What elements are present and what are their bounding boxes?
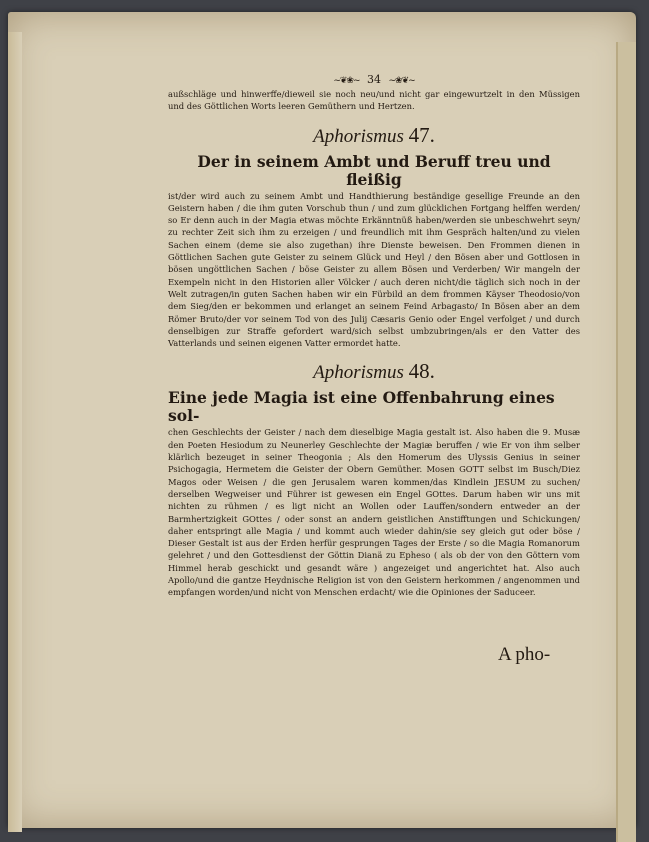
ornament-right: ~❀❦~ bbox=[388, 76, 415, 86]
aphorism-47-title bbox=[168, 123, 580, 149]
page-header bbox=[168, 72, 580, 88]
ornament-left: ~❦❀~ bbox=[333, 76, 360, 86]
page-number: 34 bbox=[367, 73, 381, 86]
aphorism-47-title-word: Aphorismus bbox=[313, 125, 404, 147]
aphorism-48-text: chen Geschlechts der Geister / nach dem dieselbige Magia gestalt ist. Also haben die 9. Musæ den Poeten Hesiodum zu Neunerley Geschlechte der Magiæ beruffen / wie Er von ihm selber klärlich bezeuget in seiner Theogonia ; Als den Homerum des Ulyssis Genius in seiner Psichogagia, Hermetem die Geister der Obern Gemüther. Mosen GOTT selbst im Busch/Diez Magos oder Weisen / die gen Jerusalem waren kommen/das Kindlein JESUM zu suchen/ derselben Wegweiser und Führer ist gewesen ein Engel GOttes. Darum haben wir uns mit nichten zu rühmen / es ligt nicht an Wollen oder Lauffen/sondern entweder an der Barmhertzigkeit GOttes / oder sonst an andern geistlichen Anstifftungen und Schickungen/ daher entspringt alle Magia / und kommt auch wieder dahin/sie sey gleich gut oder böse / Dieser Gestalt ist aus der Erden herfür gesprungen Tages der Erste / so die Magia Romanorum gelehret / und den Gottesdienst der Göttin Dianä zu Epheso ( als ob der von den Göttern vom Himmel herab geschickt und gesandt wäre ) angezeiget und angerichtet hat. Also auch Apollo/und die gantze Heydnische Religion ist von den Geistern herkommen / angenommen und empfangen worden/und nicht von Menschen erdacht/ wie die Opiniones der Saduceer. bbox=[168, 427, 580, 598]
aphorism-48-title-word: Aphorismus bbox=[313, 362, 404, 384]
intro-paragraph: außschläge und hinwerffe/dieweil sie noch neu/und nicht gar eingewurtzelt in den Müssigen und des Göttlichen Worts leeren Gemüthern und Hertzen. bbox=[168, 89, 580, 112]
aphorism-48-number: 48. bbox=[408, 359, 435, 384]
next-page-edge bbox=[616, 42, 636, 842]
aphorism-47-heading: Der in seinem Ambt und Beruff treu und fleißig bbox=[197, 151, 551, 189]
aphorism-47-number: 47. bbox=[408, 122, 435, 147]
book-page bbox=[8, 12, 636, 828]
page-content bbox=[168, 72, 580, 599]
aphorism-48-title bbox=[168, 359, 580, 385]
aphorism-47-text: ist/der wird auch zu seinem Ambt und Handthierung beständige gesellige Freunde an den Geistern haben / die ihm guten Vorschub thun / und zum glücklichen Fortgang helffen werden/ so Er denn auch in der Magia etwas möchte Erkänntnüß haben/werden sie unbeschwehrt seyn/ zu rechter Zeit sich ihm zu erzeigen / und freundlich mit ihm Gespräch halten/und zu vielen Sachen einem (deme sie also zugethan) ihre Dienste beweisen. Den Frommen dienen in Göttlichen Sachen gute Geister zu seinem Glück und Heyl / den Bösen aber und Gottlosen in bösen ungöttlichen Sachen / böse Geister zu allem Bösen und Verderben/ Wir mangeln der Exempeln nicht in den Historien aller Völcker / auch deren nicht/die täglich sich noch in der Welt zutragen/in guten Sachen haben wir ein Fürbild an dem frommen Käyser Theodosio/von dem Sieg/den er bekommen und erlanget an seinem Feind Arbagasto/ In Bösen aber an dem Römer Bruto/der vor seinem Tod von des Julij Cæsaris Genio oder Engel verfolget / und durch denselbigen zur Straffe gefordert ward/sich selbst umbzubringen/als er den Vatter des Vatterlands und seinen eigenen Vatter ermordet hatte. bbox=[168, 190, 580, 349]
aphorism-48-heading: Eine jede Magia ist eine Offenbahrung eines sol- bbox=[168, 388, 555, 426]
catchword: A pho- bbox=[498, 644, 551, 665]
page-left-edge bbox=[8, 32, 22, 832]
